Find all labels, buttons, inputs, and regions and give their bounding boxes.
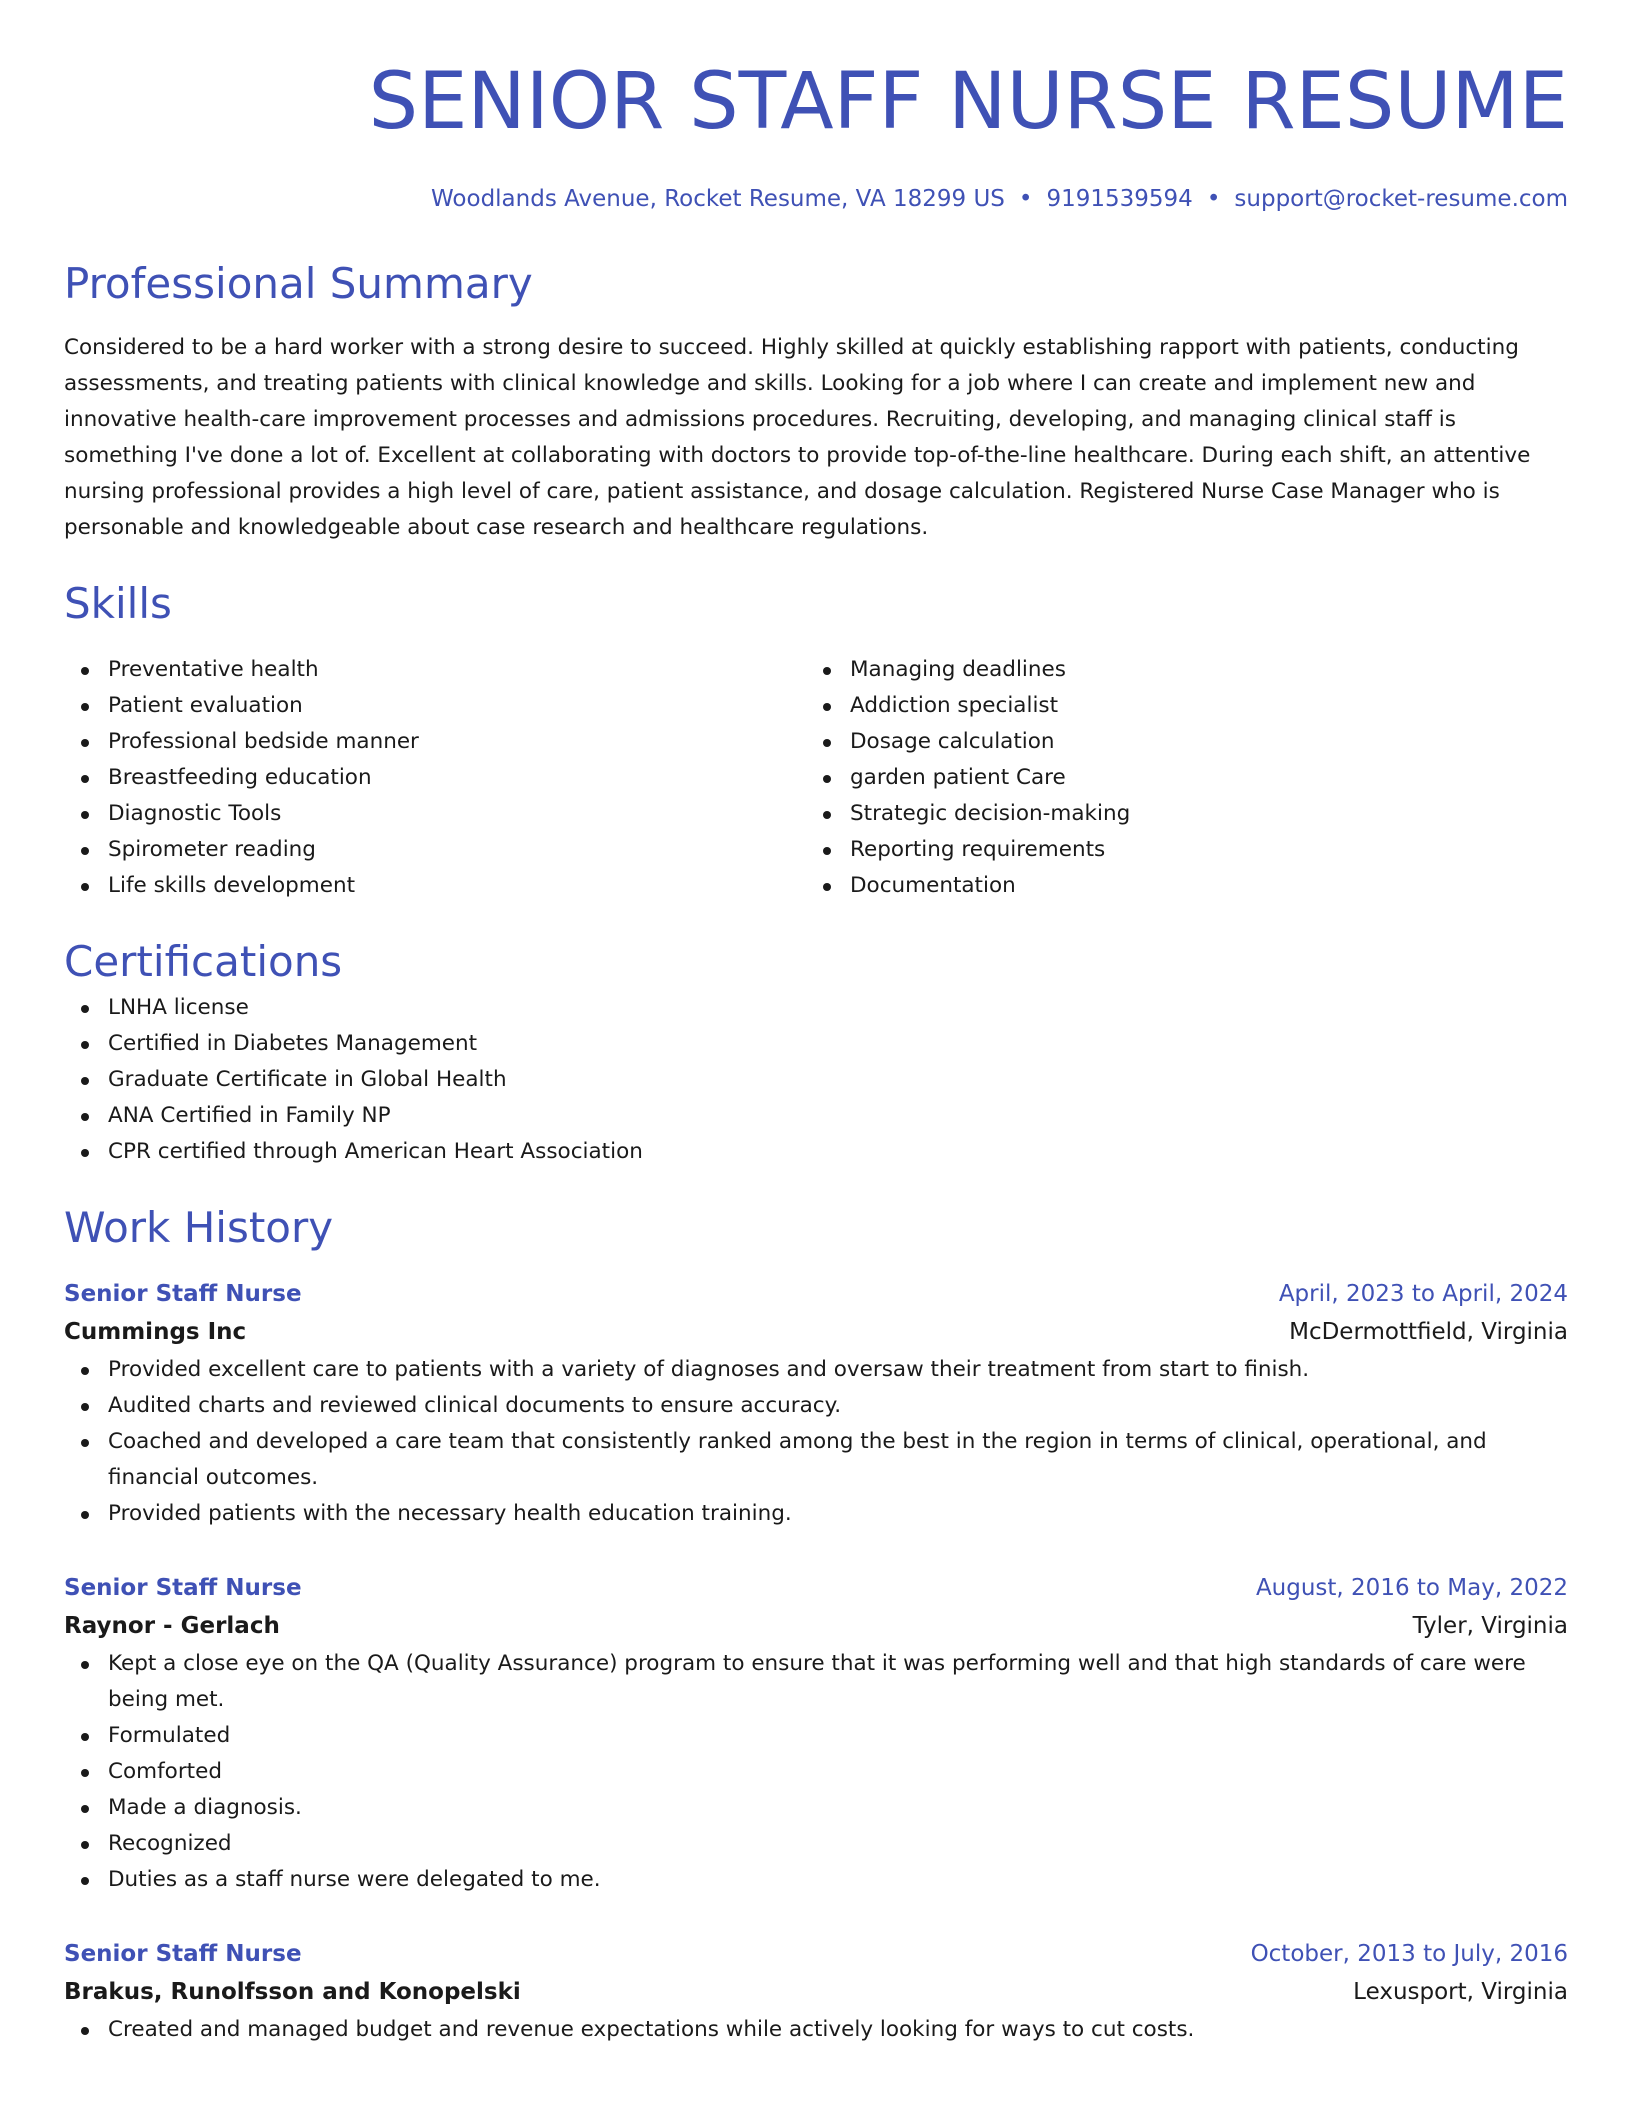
job-duty-item: Provided patients with the necessary health education training. <box>64 1496 1568 1532</box>
skill-item: Professional bedside manner <box>64 724 806 760</box>
job-company-row <box>64 1606 1568 1646</box>
skill-item: Life skills development <box>64 868 806 904</box>
job-location: Tyler, Virginia <box>1412 1613 1568 1639</box>
skill-item: garden patient Care <box>806 760 1548 796</box>
job-duty-item: Coached and developed a care team that consistently ranked among the best in the region in terms of clinical, operational, and financial outcomes. <box>64 1424 1568 1496</box>
skill-item: Reporting requirements <box>806 832 1548 868</box>
skill-item: Breastfeeding education <box>64 760 806 796</box>
skills-list-left <box>64 652 806 904</box>
job-company-row <box>64 1972 1568 2012</box>
job-duties-list <box>64 1352 1568 1532</box>
contact-phone: 9191539594 <box>1046 186 1193 212</box>
job-entry <box>64 1276 1568 1532</box>
skills-heading: Skills <box>64 579 172 628</box>
skill-item: Preventative health <box>64 652 806 688</box>
job-dates: October, 2013 to July, 2016 <box>1250 1941 1568 1967</box>
job-entry <box>64 1936 1568 2048</box>
skills-column-left <box>64 652 806 904</box>
job-duties-list <box>64 1646 1568 1898</box>
skill-item: Spirometer reading <box>64 832 806 868</box>
job-role: Senior Staff Nurse <box>64 1575 302 1601</box>
certifications-list <box>64 990 1568 1170</box>
certifications-heading: Certifications <box>64 937 343 986</box>
skills-grid <box>64 652 1568 904</box>
job-company: Raynor - Gerlach <box>64 1613 280 1639</box>
certification-item: Certified in Diabetes Management <box>64 1026 1568 1062</box>
job-role: Senior Staff Nurse <box>64 1941 302 1967</box>
job-duty-item: Comforted <box>64 1754 1568 1790</box>
skill-item: Documentation <box>806 868 1548 904</box>
skill-item: Diagnostic Tools <box>64 796 806 832</box>
job-duty-item: Kept a close eye on the QA (Quality Assurance) program to ensure that it was performing well and that high standards of care were being met. <box>64 1646 1568 1718</box>
skills-list-right <box>806 652 1548 904</box>
certification-item: LNHA license <box>64 990 1568 1026</box>
job-duty-item: Created and managed budget and revenue expectations while actively looking for ways to cut costs. <box>64 2012 1568 2048</box>
job-duty-item: Made a diagnosis. <box>64 1790 1568 1826</box>
job-dates: August, 2016 to May, 2022 <box>1255 1575 1568 1601</box>
job-location: Lexusport, Virginia <box>1353 1979 1568 2005</box>
job-role: Senior Staff Nurse <box>64 1281 302 1307</box>
job-duty-item: Provided excellent care to patients with a variety of diagnoses and oversaw their treatment from start to finish. <box>64 1352 1568 1388</box>
job-location: McDermottfield, Virginia <box>1289 1319 1568 1345</box>
work-history-heading: Work History <box>64 1203 334 1252</box>
job-duty-item: Duties as a staff nurse were delegated to me. <box>64 1862 1568 1898</box>
summary-heading: Professional Summary <box>64 259 533 308</box>
skill-item: Managing deadlines <box>806 652 1548 688</box>
job-duty-item: Recognized <box>64 1826 1568 1862</box>
skill-item: Addiction specialist <box>806 688 1548 724</box>
job-company-row <box>64 1312 1568 1352</box>
contact-line <box>64 184 1568 214</box>
job-title-row <box>64 1276 1568 1312</box>
resume-title: SENIOR STAFF NURSE RESUME <box>368 57 1568 147</box>
certification-item: CPR certified through American Heart Association <box>64 1134 1568 1170</box>
skill-item: Dosage calculation <box>806 724 1548 760</box>
job-company: Brakus, Runolfsson and Konopelski <box>64 1979 521 2005</box>
skills-column-right <box>806 652 1548 904</box>
skill-item: Patient evaluation <box>64 688 806 724</box>
job-title-row <box>64 1570 1568 1606</box>
contact-address: Woodlands Avenue, Rocket Resume, VA 18299 US <box>431 186 1005 212</box>
job-duties-list <box>64 2012 1568 2048</box>
job-dates: April, 2023 to April, 2024 <box>1278 1281 1568 1307</box>
summary-text: Considered to be a hard worker with a strong desire to succeed. Highly skilled at quickly establishing rapport with patients, conducting assessments, and treating patients with clinical knowledge and skills. Looking for a job where I can create and implement new and innovative health-care improvement processes and admissions procedures. Recruiting, developing, and managing clinical staff is something I've done a lot of. Excellent at collaborating with doctors to provide top-of-the-line healthcare. During each shift, an attentive nursing professional provides a high level of care, patient assistance, and dosage calculation. Registered Nurse Case Manager who is personable and knowledgeable about case research and healthcare regulations. <box>64 335 1531 540</box>
resume-page <box>64 0 1568 2048</box>
contact-separator: • <box>1018 186 1033 212</box>
contact-email[interactable]: support@rocket-resume.com <box>1234 186 1568 212</box>
skill-item: Strategic decision-making <box>806 796 1548 832</box>
job-company: Cummings Inc <box>64 1319 247 1345</box>
job-title-row <box>64 1936 1568 1972</box>
job-duty-item: Formulated <box>64 1718 1568 1754</box>
certification-item: ANA Certified in Family NP <box>64 1098 1568 1134</box>
contact-separator: • <box>1206 186 1221 212</box>
certification-item: Graduate Certificate in Global Health <box>64 1062 1568 1098</box>
job-duty-item: Audited charts and reviewed clinical documents to ensure accuracy. <box>64 1388 1568 1424</box>
job-entry <box>64 1570 1568 1898</box>
